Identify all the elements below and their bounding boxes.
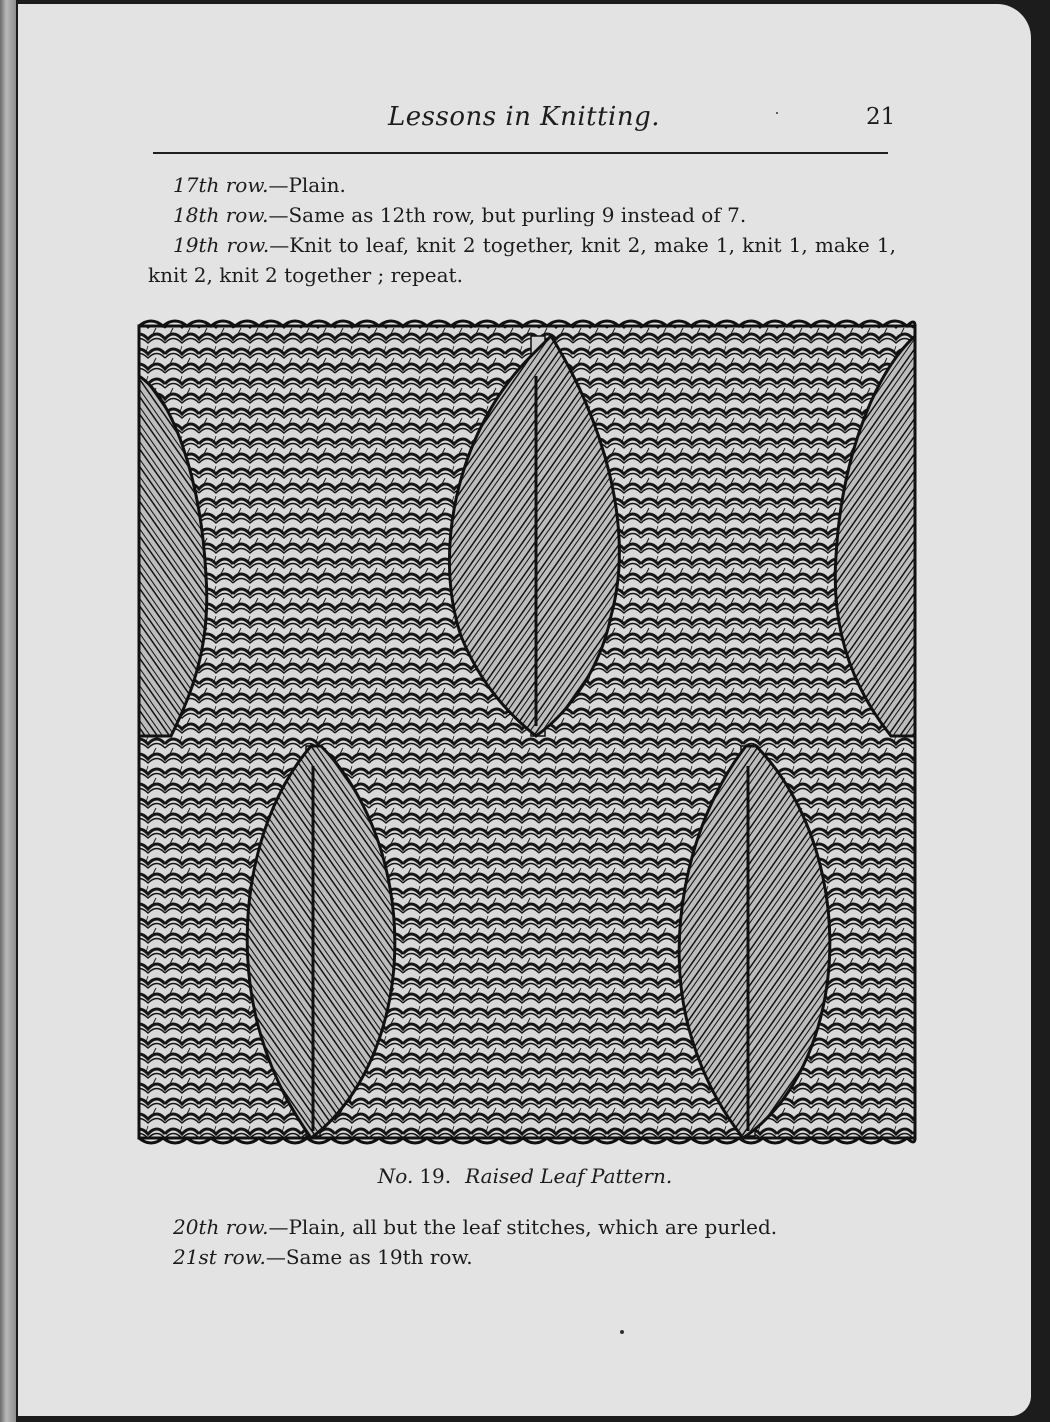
instruction-row-17	[148, 170, 896, 200]
instruction-row-18	[148, 200, 896, 230]
row-label: 17th row.	[173, 173, 269, 197]
figure-title: Raised Leaf Pattern.	[465, 1164, 673, 1188]
row-label: 21st row.	[173, 1245, 266, 1269]
row-label: 20th row.	[173, 1215, 269, 1239]
row-text: —Knit to leaf, knit 2 together, knit 2, make 1, knit 1, make 1, knit 2, knit 2 together ; repeat.	[148, 233, 896, 287]
running-head	[0, 100, 1050, 140]
instruction-row-20	[148, 1212, 896, 1242]
row-text: —Plain, all but the leaf stitches, which are purled.	[268, 1215, 778, 1239]
leaf-pattern-engraving	[131, 316, 923, 1148]
row-label: 18th row.	[173, 203, 269, 227]
header-rule	[153, 152, 888, 154]
page-number: 21	[866, 104, 896, 130]
upper-instructions	[148, 170, 896, 290]
lower-instructions	[148, 1212, 896, 1272]
knitting-illustration	[131, 316, 923, 1148]
figure-number-label: No.	[377, 1164, 414, 1188]
instruction-row-19	[148, 230, 896, 290]
facing-page-edge	[0, 0, 16, 1422]
row-text: —Plain.	[268, 173, 346, 197]
paper-speck	[776, 112, 778, 114]
instruction-row-21	[148, 1242, 896, 1272]
running-title: Lessons in Knitting.	[388, 102, 661, 132]
row-text: —Same as 19th row.	[265, 1245, 473, 1269]
row-label: 19th row.	[173, 233, 270, 257]
figure-caption	[0, 1164, 1050, 1188]
figure-number: 19.	[419, 1164, 452, 1188]
row-text: —Same as 12th row, but purling 9 instead of 7.	[268, 203, 747, 227]
paper-speck	[620, 1330, 624, 1334]
